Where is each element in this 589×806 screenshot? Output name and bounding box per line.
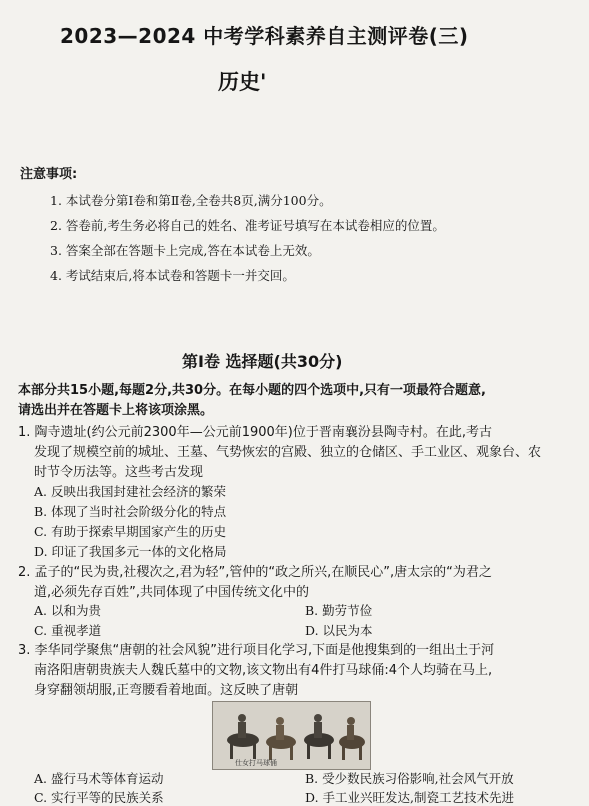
question-3-option-c: C. 实行平等的民族关系	[34, 790, 164, 805]
question-1-option-b: B. 体现了当时社会阶级分化的特点	[34, 504, 227, 519]
notice-heading: 注意事项:	[20, 167, 78, 182]
subject-title: 历史'	[218, 70, 267, 94]
section-intro-line: 本部分共15小题,每题2分,共30分。在每小题的四个选项中,只有一项最符合题意,	[18, 383, 486, 398]
question-2-option-c: C. 重视孝道	[34, 623, 102, 638]
section-title: 第Ⅰ卷 选择题(共30分)	[182, 352, 343, 371]
question-2-stem: 道,必须先存百姓”,共同体现了中国传统文化中的	[34, 585, 309, 600]
question-3-option-a: A. 盛行马术等体育运动	[34, 771, 164, 786]
question-1-option-d: D. 印证了我国多元一体的文化格局	[34, 544, 227, 559]
section-intro-line: 请选出并在答题卡上将该项涂黑。	[18, 403, 214, 418]
question-3-option-d: D. 手工业兴旺发达,制瓷工艺技术先进	[305, 790, 514, 805]
question-1-option-a: A. 反映出我国封建社会经济的繁荣	[34, 484, 226, 499]
question-1-stem: 发现了规模空前的城址、王墓、气势恢宏的宫殿、独立的仓储区、手工业区、观象台、农	[34, 445, 542, 460]
question-3-stem: 身穿翻领胡服,正弯腰看着地面。这反映了唐朝	[34, 683, 299, 698]
question-2-stem: 2. 孟子的“民为贵,社稷次之,君为轻”,管仲的“政之所兴,在顺民心”,唐太宗的“为君之	[18, 565, 492, 580]
notice-item: 1. 本试卷分第Ⅰ卷和第Ⅱ卷,全卷共8页,满分100分。	[50, 193, 332, 208]
question-3-stem: 3. 李华同学聚焦“唐朝的社会风貌”进行项目化学习,下面是他搜集到的一组出土于河	[18, 643, 495, 658]
notice-item: 2. 答卷前,考生务必将自己的姓名、准考证号填写在本试卷相应的位置。	[50, 218, 445, 233]
paper-title: 2023—2024 中考学科素养自主测评卷(三)	[60, 24, 469, 48]
question-3-stem: 南洛阳唐朝贵族夫人魏氏墓中的文物,该文物出有4件打马球俑:4个人均骑在马上,	[34, 663, 493, 678]
question-1-option-c: C. 有助于探索早期国家产生的历史	[34, 524, 227, 539]
question-2-option-b: B. 勤劳节俭	[305, 603, 373, 618]
polo-figurines-photo	[212, 701, 371, 770]
question-1-stem: 时节令历法等。这些考古发现	[34, 465, 204, 480]
notice-item: 3. 答案全部在答题卡上完成,答在本试卷上无效。	[50, 243, 320, 258]
figure-caption: 仕女打马球俑	[235, 759, 277, 767]
question-1-stem: 1. 陶寺遗址(约公元前2300年—公元前1900年)位于晋南襄汾县陶寺村。在此,考古	[18, 425, 492, 440]
question-2-option-d: D. 以民为本	[305, 623, 373, 638]
notice-item: 4. 考试结束后,将本试卷和答题卡一并交回。	[50, 268, 295, 283]
question-2-option-a: A. 以和为贵	[34, 603, 101, 618]
question-3-option-b: B. 受少数民族习俗影响,社会风气开放	[305, 771, 514, 786]
